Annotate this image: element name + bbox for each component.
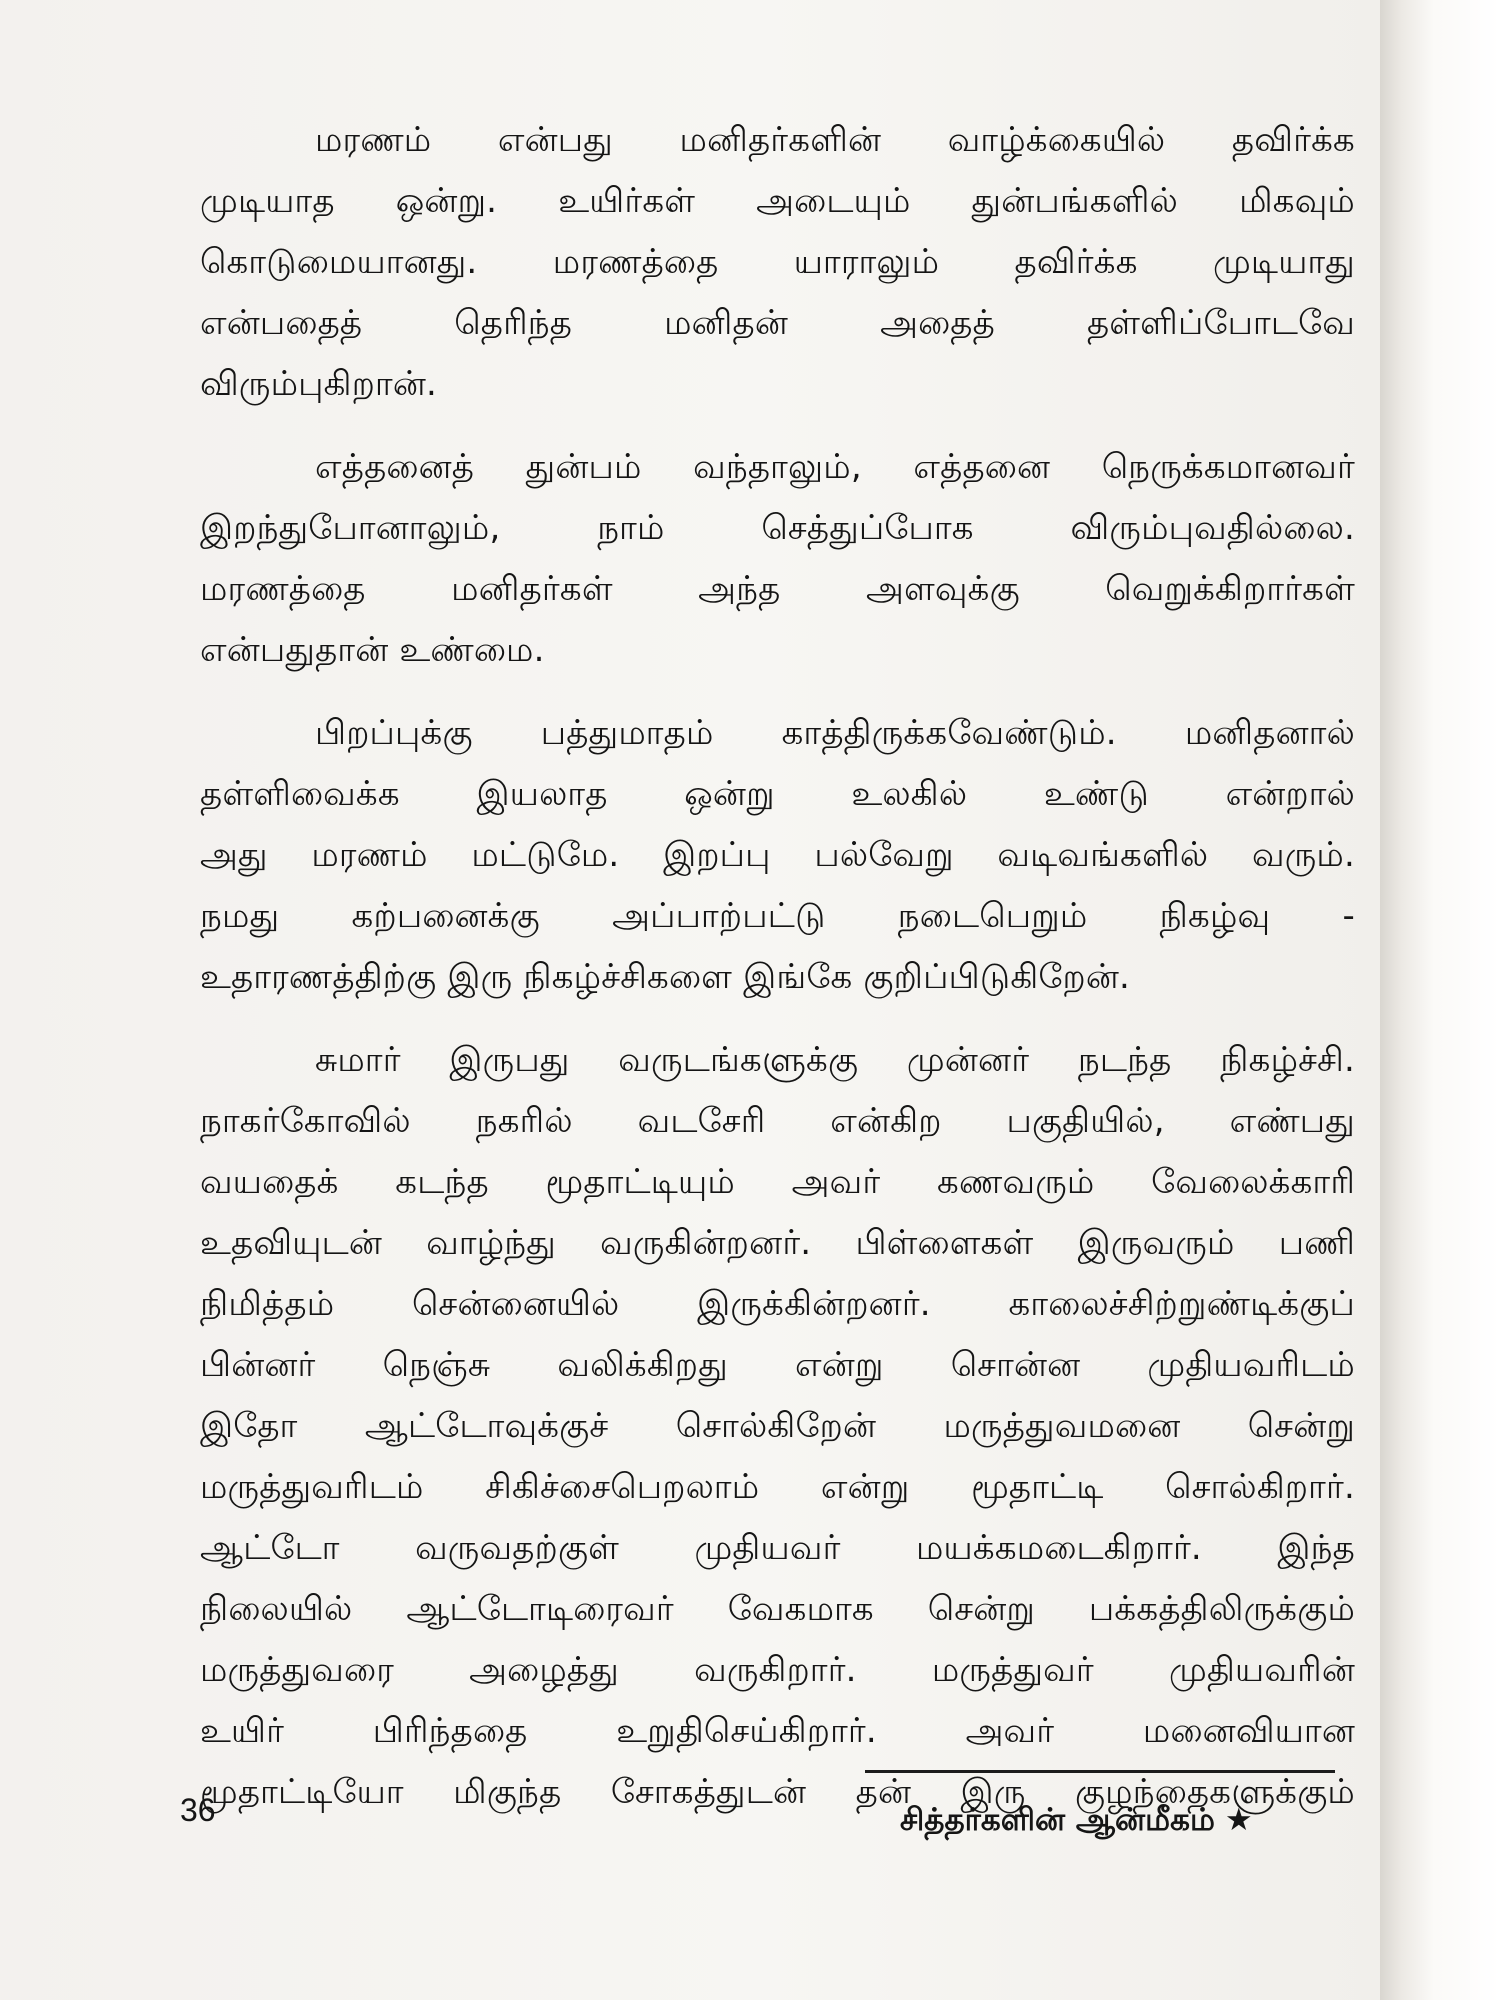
text-line: மருத்துவரை அழைத்து வருகிறார். மருத்துவர் முதியவரின்	[200, 1650, 1355, 1690]
body-text	[200, 110, 1355, 1845]
text-line: மூதாட்டியோ மிகுந்த சோகத்துடன் தன் இரு குழந்தைகளுக்கும்	[200, 1772, 1355, 1812]
star-icon: ★	[1224, 1802, 1253, 1838]
paragraph	[200, 437, 1355, 681]
text-line: மருத்துவரிடம் சிகிச்சைபெறலாம் என்று மூதாட்டி சொல்கிறார்.	[200, 1467, 1355, 1507]
paragraph	[200, 703, 1355, 1008]
footer-rule	[865, 1770, 1335, 1773]
text-line: முடியாத ஒன்று. உயிர்கள் அடையும் துன்பங்களில் மிகவும்	[200, 181, 1355, 221]
text-line: உதவியுடன் வாழ்ந்து வருகின்றனர். பிள்ளைகள் இருவரும் பணி	[200, 1223, 1355, 1263]
text-line: என்பதைத் தெரிந்த மனிதன் அதைத் தள்ளிப்போடவே	[200, 303, 1355, 343]
text-line: எத்தனைத் துன்பம் வந்தாலும், எத்தனை நெருக்கமானவர்	[315, 447, 1355, 487]
text-line: ஆட்டோ வருவதற்குள் முதியவர் மயக்கமடைகிறார். இந்த	[200, 1528, 1355, 1568]
text-line: உயிர் பிரிந்ததை உறுதிசெய்கிறார். அவர் மனைவியான	[200, 1711, 1355, 1751]
text-line: தள்ளிவைக்க இயலாத ஒன்று உலகில் உண்டு என்றால்	[200, 774, 1355, 814]
text-line: மரணம் என்பது மனிதர்களின் வாழ்க்கையில் தவிர்க்க	[315, 120, 1355, 160]
paragraph	[200, 110, 1355, 415]
text-line: உதாரணத்திற்கு இரு நிகழ்ச்சிகளை இங்கே குறிப்பிடுகிறேன்.	[200, 957, 1131, 997]
paragraph	[200, 1030, 1355, 1823]
text-line: பின்னர் நெஞ்சு வலிக்கிறது என்று சொன்ன முதியவரிடம்	[200, 1345, 1355, 1385]
text-line: பிறப்புக்கு பத்துமாதம் காத்திருக்கவேண்டும். மனிதனால்	[315, 713, 1355, 753]
page-number: 36	[180, 1792, 216, 1828]
text-line: இறந்துபோனாலும், நாம் செத்துப்போக விரும்புவதில்லை.	[200, 508, 1355, 548]
text-line: சுமார் இருபது வருடங்களுக்கு முன்னர் நடந்த நிகழ்ச்சி.	[315, 1040, 1355, 1080]
book-title-text: சித்தர்களின் ஆன்மீகம்	[900, 1802, 1215, 1838]
text-line: இதோ ஆட்டோவுக்குச் சொல்கிறேன் மருத்துவமனை சென்று	[200, 1406, 1355, 1446]
text-line: நிமித்தம் சென்னையில் இருக்கின்றனர். காலைச்சிற்றுண்டிக்குப்	[200, 1284, 1355, 1324]
text-line: என்பதுதான் உண்மை.	[200, 630, 545, 670]
page-edge-shadow	[1380, 0, 1500, 2000]
text-line: வயதைக் கடந்த மூதாட்டியும் அவர் கணவரும் வேலைக்காரி	[200, 1162, 1355, 1202]
running-footer-title	[900, 1798, 1253, 1842]
text-line: கொடுமையானது. மரணத்தை யாராலும் தவிர்க்க முடியாது	[200, 242, 1355, 282]
text-line: விரும்புகிறான்.	[200, 364, 437, 404]
text-line: மரணத்தை மனிதர்கள் அந்த அளவுக்கு வெறுக்கிறார்கள்	[200, 569, 1355, 609]
text-line: நிலையில் ஆட்டோடிரைவர் வேகமாக சென்று பக்கத்திலிருக்கும்	[200, 1589, 1355, 1629]
text-line: நாகர்கோவில் நகரில் வடசேரி என்கிற பகுதியில், எண்பது	[200, 1101, 1355, 1141]
text-line: அது மரணம் மட்டுமே. இறப்பு பல்வேறு வடிவங்களில் வரும்.	[200, 835, 1355, 875]
text-line: நமது கற்பனைக்கு அப்பாற்பட்டு நடைபெறும் நிகழ்வு -	[200, 896, 1355, 936]
